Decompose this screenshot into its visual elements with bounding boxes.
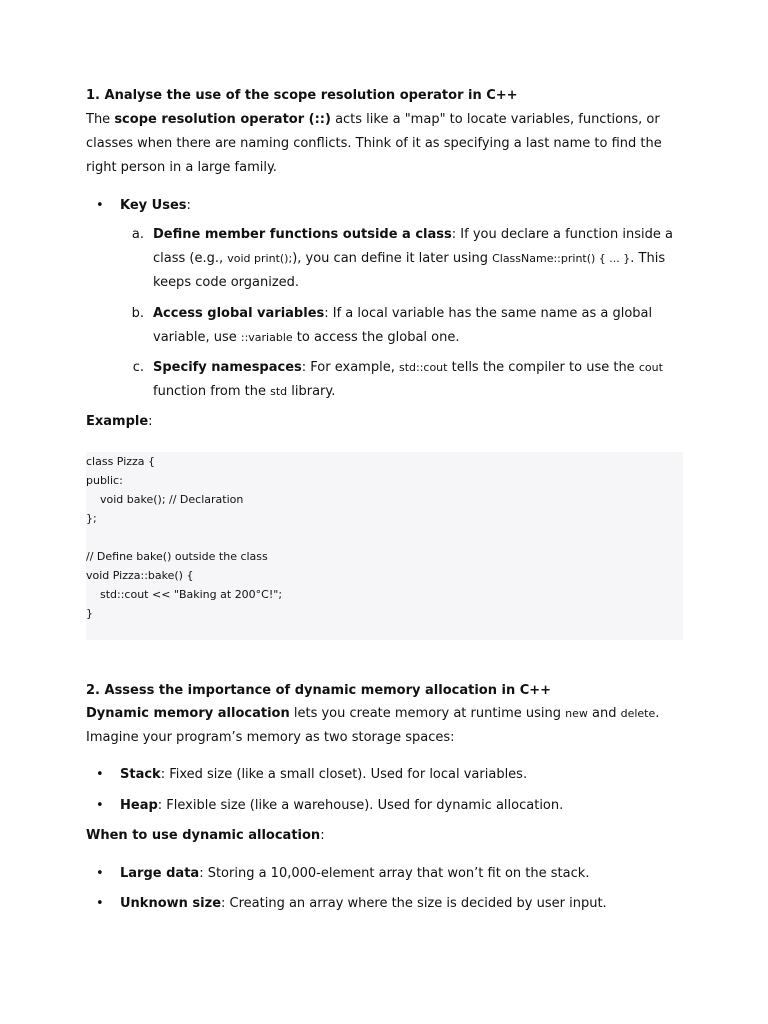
when-label-text: When to use dynamic allocation <box>86 828 321 843</box>
section-2-intro <box>86 702 683 750</box>
list-item-bold: Stack <box>120 767 161 782</box>
inline-code: std::cout <box>398 361 448 374</box>
intro-bold-term: scope resolution operator (::) <box>114 112 331 127</box>
when-label: When to use dynamic allocation: <box>86 828 325 843</box>
intro-text: and <box>587 706 621 721</box>
inline-code: ::variable <box>240 331 293 344</box>
bullet: • <box>96 767 104 782</box>
list-item-bold: Unknown size <box>120 896 222 911</box>
bullet: • <box>96 866 104 881</box>
section-1-heading: 1. Analyse the use of the scope resolution operator in C++ <box>86 88 518 103</box>
list-item-text: : Fixed size (like a small closet). Used for local variables. <box>160 767 528 782</box>
use-item-part: ), you can define it later using <box>292 251 493 266</box>
list-letter: b. <box>131 306 144 321</box>
key-uses-label: Key Uses <box>120 198 187 213</box>
use-item-b <box>86 302 683 350</box>
use-item-bold: Specify namespaces <box>153 360 302 375</box>
inline-code: std <box>270 385 288 398</box>
code-line: } <box>86 607 93 620</box>
intro-text: lets you create memory at runtime using <box>289 706 566 721</box>
section-1-intro <box>86 108 683 180</box>
section-2-intro-line-2: Imagine your program’s memory as two storage spaces: <box>86 730 455 745</box>
inline-code: new <box>565 707 588 720</box>
use-item-part: to access the global one. <box>292 330 460 345</box>
use-item-text <box>153 302 683 350</box>
section-2-intro-line-1 <box>86 702 683 726</box>
list-item-text: : Flexible size (like a warehouse). Used for dynamic allocation. <box>157 798 564 813</box>
use-item-part: tells the compiler to use the <box>447 360 639 375</box>
inline-code: cout <box>638 361 663 374</box>
use-item-c <box>86 356 683 404</box>
use-item-part: library. <box>287 384 336 399</box>
use-item-part: function from the <box>153 384 271 399</box>
section-2-heading: 2. Assess the importance of dynamic memory allocation in C++ <box>86 683 552 698</box>
code-line: std::cout << "Baking at 200°C!"; <box>86 588 283 601</box>
list-letter: c. <box>132 360 144 375</box>
inline-code: delete <box>620 707 656 720</box>
use-item-bold: Access global variables <box>153 306 325 321</box>
use-item-bold: Define member functions outside a class <box>153 227 452 242</box>
list-item-text: : Storing a 10,000-element array that won’t fit on the stack. <box>199 866 590 881</box>
code-line: }; <box>86 512 97 525</box>
use-item-part: . This keeps code organized. <box>153 251 666 290</box>
code-block <box>86 452 683 640</box>
use-item-text <box>153 356 683 404</box>
intro-text-end: acts like a "map" to locate variables, functions, or classes when there are naming conflicts. Think of it as specifying a last name to find the right person in a large family. <box>86 112 662 175</box>
inline-code: ClassName::print() { ... } <box>492 252 631 265</box>
list-letter: a. <box>131 227 144 242</box>
code-line <box>86 528 683 547</box>
example-label-text: Example <box>86 414 149 429</box>
intro-text: . <box>655 706 660 721</box>
use-item-part: : If a local variable has the same name as a global variable, use <box>153 306 653 345</box>
inline-code: void print(); <box>227 252 293 265</box>
use-item-part: : For example, <box>301 360 399 375</box>
bullet: • <box>96 798 104 813</box>
code-line: void Pizza::bake() { <box>86 569 194 582</box>
use-item-a <box>86 223 683 295</box>
use-item-text <box>153 223 683 295</box>
list-item-bold: Heap <box>120 798 158 813</box>
intro-text-start: The <box>86 112 115 127</box>
list-item-bold: Large data <box>120 866 200 881</box>
code-line: void bake(); // Declaration <box>86 493 244 506</box>
example-label: Example: <box>86 414 153 429</box>
intro-bold-term: Dynamic memory allocation <box>86 706 290 721</box>
code-line: // Define bake() outside the class <box>86 550 268 563</box>
use-item-part: : If you declare a function inside a class (e.g., <box>153 227 673 266</box>
code-line: public: <box>86 474 123 487</box>
bullet: • <box>96 198 104 213</box>
code-line: class Pizza { <box>86 455 156 468</box>
bullet: • <box>96 896 104 911</box>
list-item-text: : Creating an array where the size is decided by user input. <box>221 896 607 911</box>
